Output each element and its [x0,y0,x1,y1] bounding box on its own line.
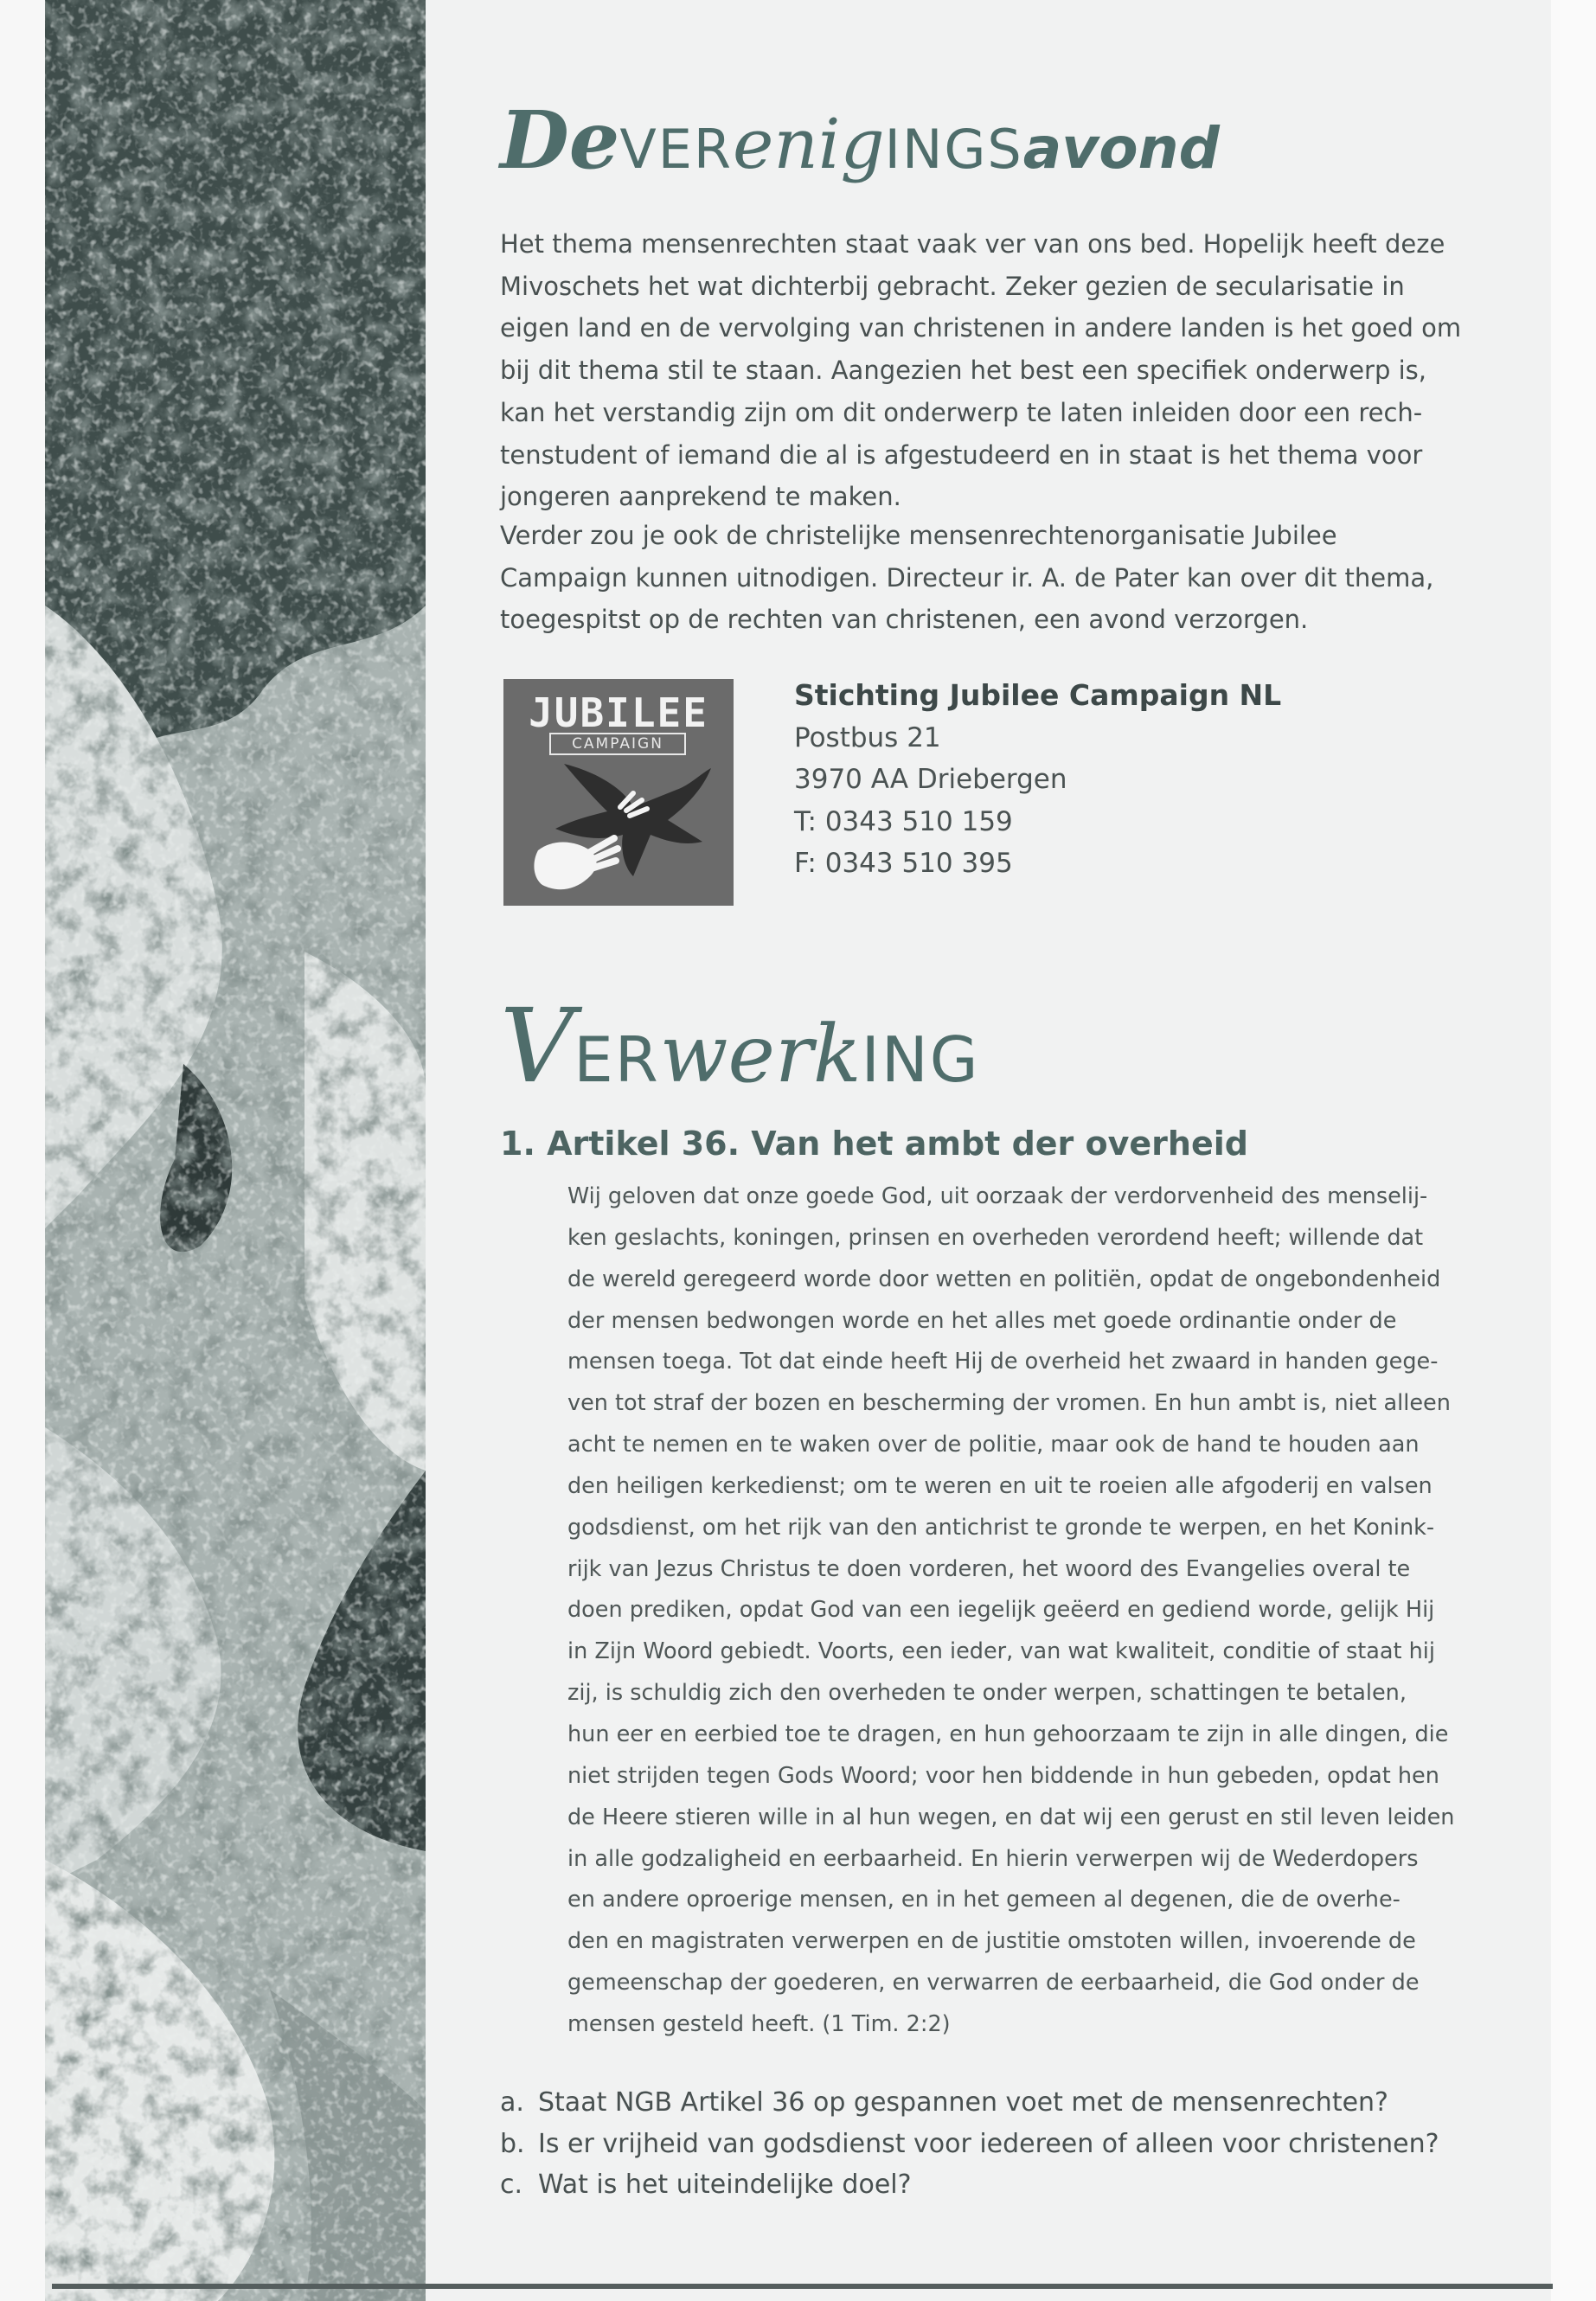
article-line: gemeenschap der goederen, en verwarren de eerbaarheid, die God onder de [567,1970,1420,1997]
article-line: hun eer en eerbied toe te dragen, en hun gehoorzaam te zijn in alle dingen, die [567,1721,1449,1747]
question-item [500,2124,1439,2165]
article-line: den en magistraten verwerpen en de justitie omstoten willen, invoerende de [567,1928,1416,1955]
article-line: doen prediken, opdat God van een iegelijk geëerd en gediend worde, gelijk Hij [567,1597,1435,1624]
postbus: Postbus 21 [794,721,941,753]
city: 3970 AA Driebergen [794,764,1067,795]
article-line: ven tot straf der bozen en bescherming der vromen. En hun ambt is, niet alleen [567,1390,1451,1417]
article-line: de wereld geregeerd worde door wetten en politiën, opdat de ongebondenheid [567,1266,1441,1292]
bottom-rule [52,2284,1553,2289]
article-line: rijk van Jezus Christus te doen vorderen, het woord des Evangelies overal te [567,1555,1411,1582]
question-letter: a. [500,2087,524,2118]
page-margin [0,0,45,2301]
phone: T: 0343 510 159 [794,805,1013,837]
jubilee-campaign-logo: JUBILEE CAMPAIGN [503,679,734,906]
article-line: den heiligen kerkedienst; om te weren en uit te roeien alle afgoderij en valsen [567,1472,1433,1499]
article-line: godsdienst, om het rijk van den antichrist te gronde te werpen, en het Konink- [567,1514,1435,1541]
question-item [500,2164,1439,2206]
dove-hands-icon [503,755,734,906]
organization-name: Stichting Jubilee Campaign NL [794,678,1282,712]
question-letter: c. [500,2170,523,2200]
question-text: Wat is het uiteindelijke doel? [538,2170,912,2200]
fax: F: 0343 510 395 [794,848,1013,879]
question-list [500,2082,1439,2206]
invitation-paragraph: Verder zou je ook de christelijke mensenrechtenorganisatie Jubilee Campaign kunnen uitnodigen. Directeur ir. A. de Pater kan over dit thema, toegespitst op de rechten van christenen, een avond verzorgen. [500,521,1434,635]
article-line: de Heere stieren wille in al hun wegen, en dat wij een gerust en stil leven leiden [567,1804,1455,1830]
article-text [567,1176,1484,2046]
article-line: en andere oproerige mensen, en in het gemeen al degenen, die de overhe- [567,1887,1401,1913]
intro-paragraph: Het thema mensenrechten staat vaak ver van ons bed. Hopelijk heeft deze Mivoschets het wat dichterbij gebracht. Zeker gezien de secularisatie in eigen land en de vervolging van christenen in andere landen is het goed om bij dit thema stil te staan. Aangezien het best een specifiek onderwerp is, kan het verstandig zijn om dit onderwerp te laten inleiden door een rech- tenstudent of iemand die al is afgestudeerd en in staat is het thema voor jongeren aanprekend te maken. [500,229,1462,512]
question-text: Is er vrijheid van godsdienst voor iedereen of alleen voor christenen? [538,2128,1439,2159]
article-line: ken geslachts, koningen, prinsen en overheden verordend heeft; willende dat [567,1224,1424,1251]
question-text: Staat NGB Artikel 36 op gespannen voet met de mensenrechten? [538,2087,1388,2118]
section-title-verwerking: VERwerkING [500,986,980,1106]
article-line: mensen gesteld heeft. (1 Tim. 2:2) [567,2010,951,2037]
article-line: niet strijden tegen Gods Woord; voor hen biddende in hun gebeden, opdat hen [567,1762,1439,1789]
page-edge [1551,0,1596,2301]
article-heading: 1. Artikel 36. Van het ambt der overheid [500,1125,1248,1163]
question-letter: b. [500,2128,525,2159]
article-line: in Zijn Woord gebiedt. Voorts, een ieder, van wat kwaliteit, conditie of staat hij [567,1638,1435,1665]
article-line: mensen toega. Tot dat einde heeft Hij de overheid het zwaard in handen gege- [567,1349,1439,1375]
article-line: der mensen bedwongen worde en het alles met goede ordinantie onder de [567,1307,1397,1334]
question-item [500,2082,1439,2124]
article-line: Wij geloven dat onze goede God, uit oorzaak der verdorvenheid des menselij- [567,1183,1428,1209]
article-line: zij, is schuldig zich den overheden te onder werpen, schattingen te betalen, [567,1680,1407,1707]
article-line: acht te nemen en te waken over de politie, maar ook de hand te houden aan [567,1432,1420,1458]
article-line: in alle godzaligheid en eerbaarheid. En hierin verwerpen wij de Wederdopers [567,1845,1419,1872]
section-title-verenigingsavond: DeVERenigINGSavond [500,93,1220,187]
contact-block [794,675,1400,885]
side-photo-image [45,0,426,2301]
